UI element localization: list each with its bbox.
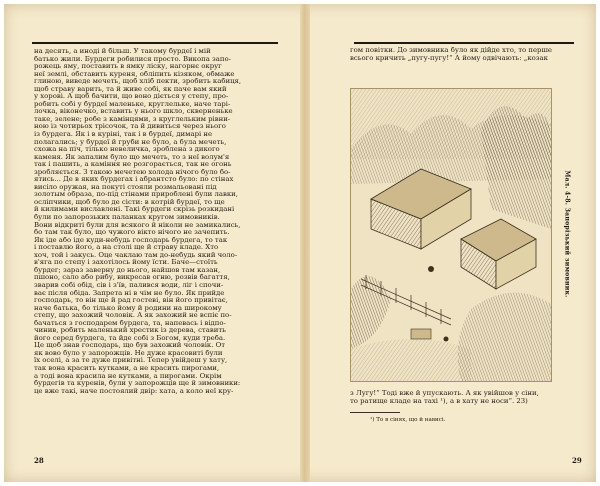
engraving-image — [351, 89, 551, 381]
text-line: бурдег; зараз заверну до нього, найшов там казан, — [34, 266, 221, 274]
text-line: його серед бурдега, та йде собі з Богом, куди треба. — [34, 334, 226, 342]
text-line: робить собі у бурдеї маленьке, круглельке, наче тарі- — [34, 100, 231, 108]
text-line: їх оселі, а за те дуже привітні. Тепер увійдеш у хату, — [34, 357, 228, 365]
text-line: ятись... Де в яких бурдегах і абрантсто було: по стінах — [34, 176, 234, 184]
figure-caption: Мал. 4-8. Запорізький зимовник. — [563, 170, 571, 298]
zymovnyk-illustration — [350, 88, 552, 382]
text-line: золотым образа, по-під стінами прироблені були лавки, — [34, 191, 238, 199]
text-line: із бурдега. Як і в куріні, так і в бурдеї, димарі не — [34, 131, 213, 139]
text-line: Це щоб знав господарь, що був захожий чоловік. От — [34, 342, 226, 350]
right-page-top-text — [350, 47, 580, 62]
text-line: степу, що захожий чоловік. А як захожий не вспіє по- — [34, 312, 232, 320]
text-line: таке, зелене; робе з камінцями, з круглельким рівни- — [34, 115, 231, 123]
text-line: Як іде або іде куди-небудь господарь бурдега, то так — [34, 236, 228, 244]
text-line: каменя. Як запалим було що мечеть, то з неї волум'я — [34, 153, 230, 161]
text-line: з Лугу!“ Тоді вже й упускають. А як увійшов у сіни, — [350, 390, 539, 397]
text-line: і поставлю його, а на столі ще й страву кладе. Хто — [34, 244, 219, 252]
text-line: так і пашить, а каміння не розгорається, так не огонь — [34, 161, 232, 169]
page-number: 29 — [572, 456, 582, 465]
book-spread — [4, 4, 596, 482]
left-page — [4, 4, 300, 482]
text-line: а тоді вона красила не кутками, а пирогами. Окрім — [34, 372, 222, 380]
text-line: пшоно, сало або рибу, викресав огню, розвів багаття, — [34, 274, 230, 282]
text-line: й килимами виславлені. Такі бурдеги скрізь розкидані — [34, 206, 235, 214]
text-line: бо там так було, що чужого вікто нічого не зачепить. — [34, 229, 230, 237]
text-line: бурдегів та куренів, були у запорожців ще й зимовники: — [34, 380, 241, 388]
text-line: схожа на піч, тілько невеличка, зроблена з дикого — [34, 146, 220, 154]
text-line: лочка, віконечко, вставить у нього шкло, скверненьке — [34, 108, 233, 116]
text-line: неї землі, обставить куреня, обліпить кізяком, обмаже — [34, 70, 235, 78]
page-number: 28 — [34, 456, 44, 465]
footnote: ¹) То в сінях, що й нависі. — [370, 417, 446, 423]
text-line: гом повітки. До зимовника було як дійде хто, то перше — [350, 47, 552, 54]
left-page-text — [34, 48, 278, 395]
text-line: Вони відкриті були для всякого й ніколи не замикались, — [34, 221, 241, 229]
text-line: ває після обіда. Запрета ні в чім не було. Як прийде — [34, 289, 225, 297]
text-line: всього кричить „пугу-пугу!“ А йому одвічають: „козак — [350, 54, 548, 62]
text-line: наче батька, бо тілько йому й родини на широкому — [34, 304, 222, 312]
footnote-rule — [350, 412, 400, 413]
right-page — [310, 4, 596, 482]
text-line: батько жили. Бурдеги робилися просто. Викопа запо- — [34, 55, 231, 63]
text-line: так вона красить кутками, а не красить пирогами, — [34, 364, 220, 372]
text-line: у хорові. А щоб бачити, що воно діється у степу, про- — [34, 93, 229, 101]
text-line: рожець яму, поставить в ямку ліску, нагорнє округ — [34, 63, 222, 71]
text-line: на десять, а иноді й більш. У такому бурдеї і мій — [34, 48, 211, 55]
book-gutter — [300, 4, 310, 482]
text-line: були по запорозьких паланках кругом зимовників. — [34, 214, 220, 222]
right-page-bottom-text — [350, 390, 580, 405]
text-line: то ратище кладе на тахі ¹), а в хату не носи“. 23) — [350, 397, 528, 405]
text-line: ною із чотирьох трісочок, та й дивиться через нього — [34, 123, 226, 131]
text-line: осліпчики, щоб було де сісти: в котрій бурдеї, то ще — [34, 198, 225, 206]
text-line: в'яга по степу і захотілось йому їсти. Баче—стоїть — [34, 259, 218, 267]
text-line: глиною, виведе мечеть, щоб хліб пекти, зробить кабиця, — [34, 78, 242, 86]
top-rule — [32, 42, 278, 44]
text-line: хоч, той і закусь. Оце чаклаю там до-небудь який чоло- — [34, 251, 238, 259]
text-line: як вово було у запорожців. Не дуже красовиті були — [34, 349, 223, 357]
text-line: це вже такі, наче постоялий двір: хата, а коло неї кру- — [34, 387, 234, 395]
text-line: висіло оружая, на покуті стояли розмальовані під — [34, 183, 217, 191]
text-line: зварив собі обід, сів і з'їв, палився води, ліг і спочи- — [34, 281, 224, 289]
text-line: господарь, то він ще й рад гостеві, він його привітає, — [34, 297, 228, 305]
text-line: бачаться з господарем бурдега, та, напевась і відпо- — [34, 319, 226, 327]
top-rule — [354, 42, 574, 44]
text-line: зробляється. З такою мечетею холода нічого було бо- — [34, 168, 231, 176]
text-line: чинив, робить маленький хрестик із дерева, ставить — [34, 327, 226, 335]
text-line: щоб страву варить, та й живе собі, як паче вам який — [34, 85, 227, 93]
text-line: полагались; у бурдеї й груби не було, а була мечеть, — [34, 138, 227, 146]
